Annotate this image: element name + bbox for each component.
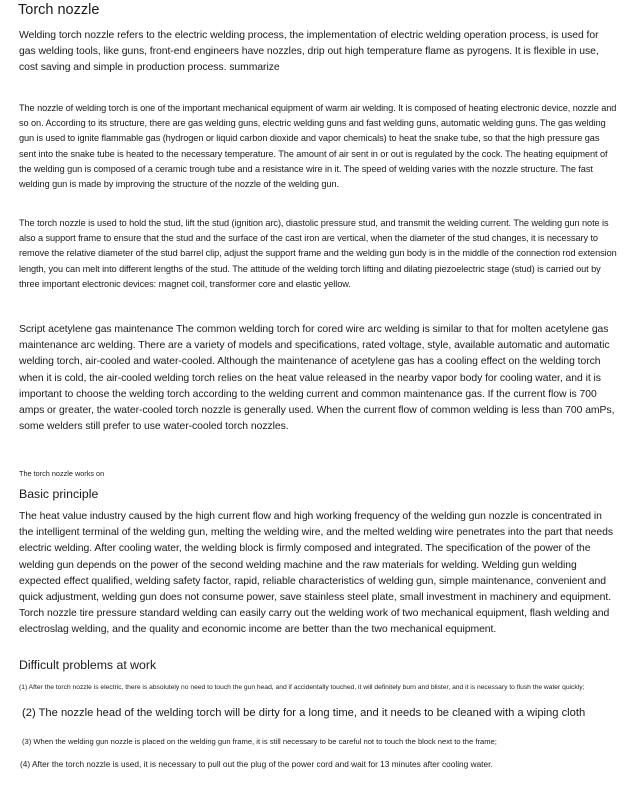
basic-principle-heading: Basic principle bbox=[19, 487, 99, 501]
basic-principle-paragraph: The heat value industry caused by the high current flow and high working frequency of the welding gun nozzle is concentrated in the intelligent terminal of the welding gun, melting the welding wire, and the melted welding wire penetrates into the part that needs electric welding. After cooling water, the welding block is firmly composed and integrated. The specification of the power of the welding gun depends on the power of the second welding machine and the raw materials for welding. Welding gun welding expected effect qualified, welding safety factor, rapid, reliable characteristics of welding gun, simple maintenance, convenient and quick adjustment, welding gun does not consume power, save stainless steel plate, small investment in machinery and equipment. Torch nozzle tire pressure standard welding can easily carry out the welding work of two mechanical equipment, flash welding and electroslag welding, and the quality and economic income are better than the two mechanical equipment. bbox=[19, 511, 614, 636]
page-title: Torch nozzle bbox=[18, 2, 100, 18]
problem-item-4: (4) After the torch nozzle is used, it is necessary to pull out the plug of the power cord and wait for 13 minutes after cooling water. bbox=[20, 759, 493, 769]
difficult-problems-heading: Difficult problems at work bbox=[19, 658, 157, 672]
maintenance-paragraph: Script acetylene gas maintenance The common welding torch for cored wire arc welding is similar to that for molten acetylene gas maintenance arc welding. There are a variety of models and specifications, rated voltage, style, available automatic and automatic welding torch, air-cooled and water-cooled. Although the maintenance of acetylene gas has a cooling effect on the welding torch when it is cold, the air-cooled welding torch relies on the heat value released in the nearby vapor body for cooling water, and it is important to choose the welding torch according to the welding current and common maintenance gas. If the current flow is 700 amps or greater, the water-cooled torch nozzle is generally used. When the current flow of common welding is less than 700 amPs, some welders still prefer to use water-cooled torch nozzles. bbox=[19, 324, 615, 433]
works-label: The torch nozzle works on bbox=[19, 469, 105, 478]
structure-paragraph: The nozzle of welding torch is one of the important mechanical equipment of warm air welding. It is composed of heating electronic device, nozzle and so on. According to its structure, there are gas welding guns, electric welding guns and fast welding guns, automatic welding guns. The gas welding gun is used to ignite flammable gas (hydrogen or liquid carbon dioxide and vapor chemicals) to heat the snake tube, so that the high pressure gas sent into the snake tube is heated to the necessary temperature. The amount of air sent in or out is regulated by the cock. The heating equipment of the welding gun is composed of a ceramic trough tube and a resistance wire in it. The speed of welding varies with the nozzle structure. The fast welding gun is made by improving the structure of the nozzle of the welding gun. bbox=[19, 103, 617, 190]
intro-paragraph: Welding torch nozzle refers to the electric welding process, the implementation of electric welding operation process, is used for gas welding tools, like guns, front-end engineers have nozzles, drip out high temperature flame as pyrogens. It is flexible in use, cost saving and simple in production process. summarize bbox=[19, 30, 599, 74]
problem-item-3: (3) When the welding gun nozzle is placed on the welding gun frame, it is still necessary to be careful not to touch the block next to the frame; bbox=[22, 737, 497, 746]
problem-item-1: (1) After the torch nozzle is electric, there is absolutely no need to touch the gun head, and if accidentally touched, it will definitely burn and blister, and it is necessary to flush the water quickly; bbox=[19, 684, 585, 691]
function-paragraph: The torch nozzle is used to hold the stud, lift the stud (ignition arc), diastolic pressure stud, and transmit the welding current. The welding gun note is also a support frame to ensure that the stud and the surface of the cast iron are vertical, when the diameter of the stud changes, it is necessary to remove the relative diameter of the stud barrel clip, adjust the support frame and the welding gun body is in the middle of the connection rod extension length, you can melt into different lengths of the stud. The attitude of the welding torch lifting and dilating piezoelectric stage (stud) is carried out by three important electronic devices: magnet coil, transformer core and elastic yellow. bbox=[19, 218, 617, 289]
problem-item-2: (2) The nozzle head of the welding torch will be dirty for a long time, and it needs to be cleaned with a wiping cloth bbox=[22, 707, 586, 719]
